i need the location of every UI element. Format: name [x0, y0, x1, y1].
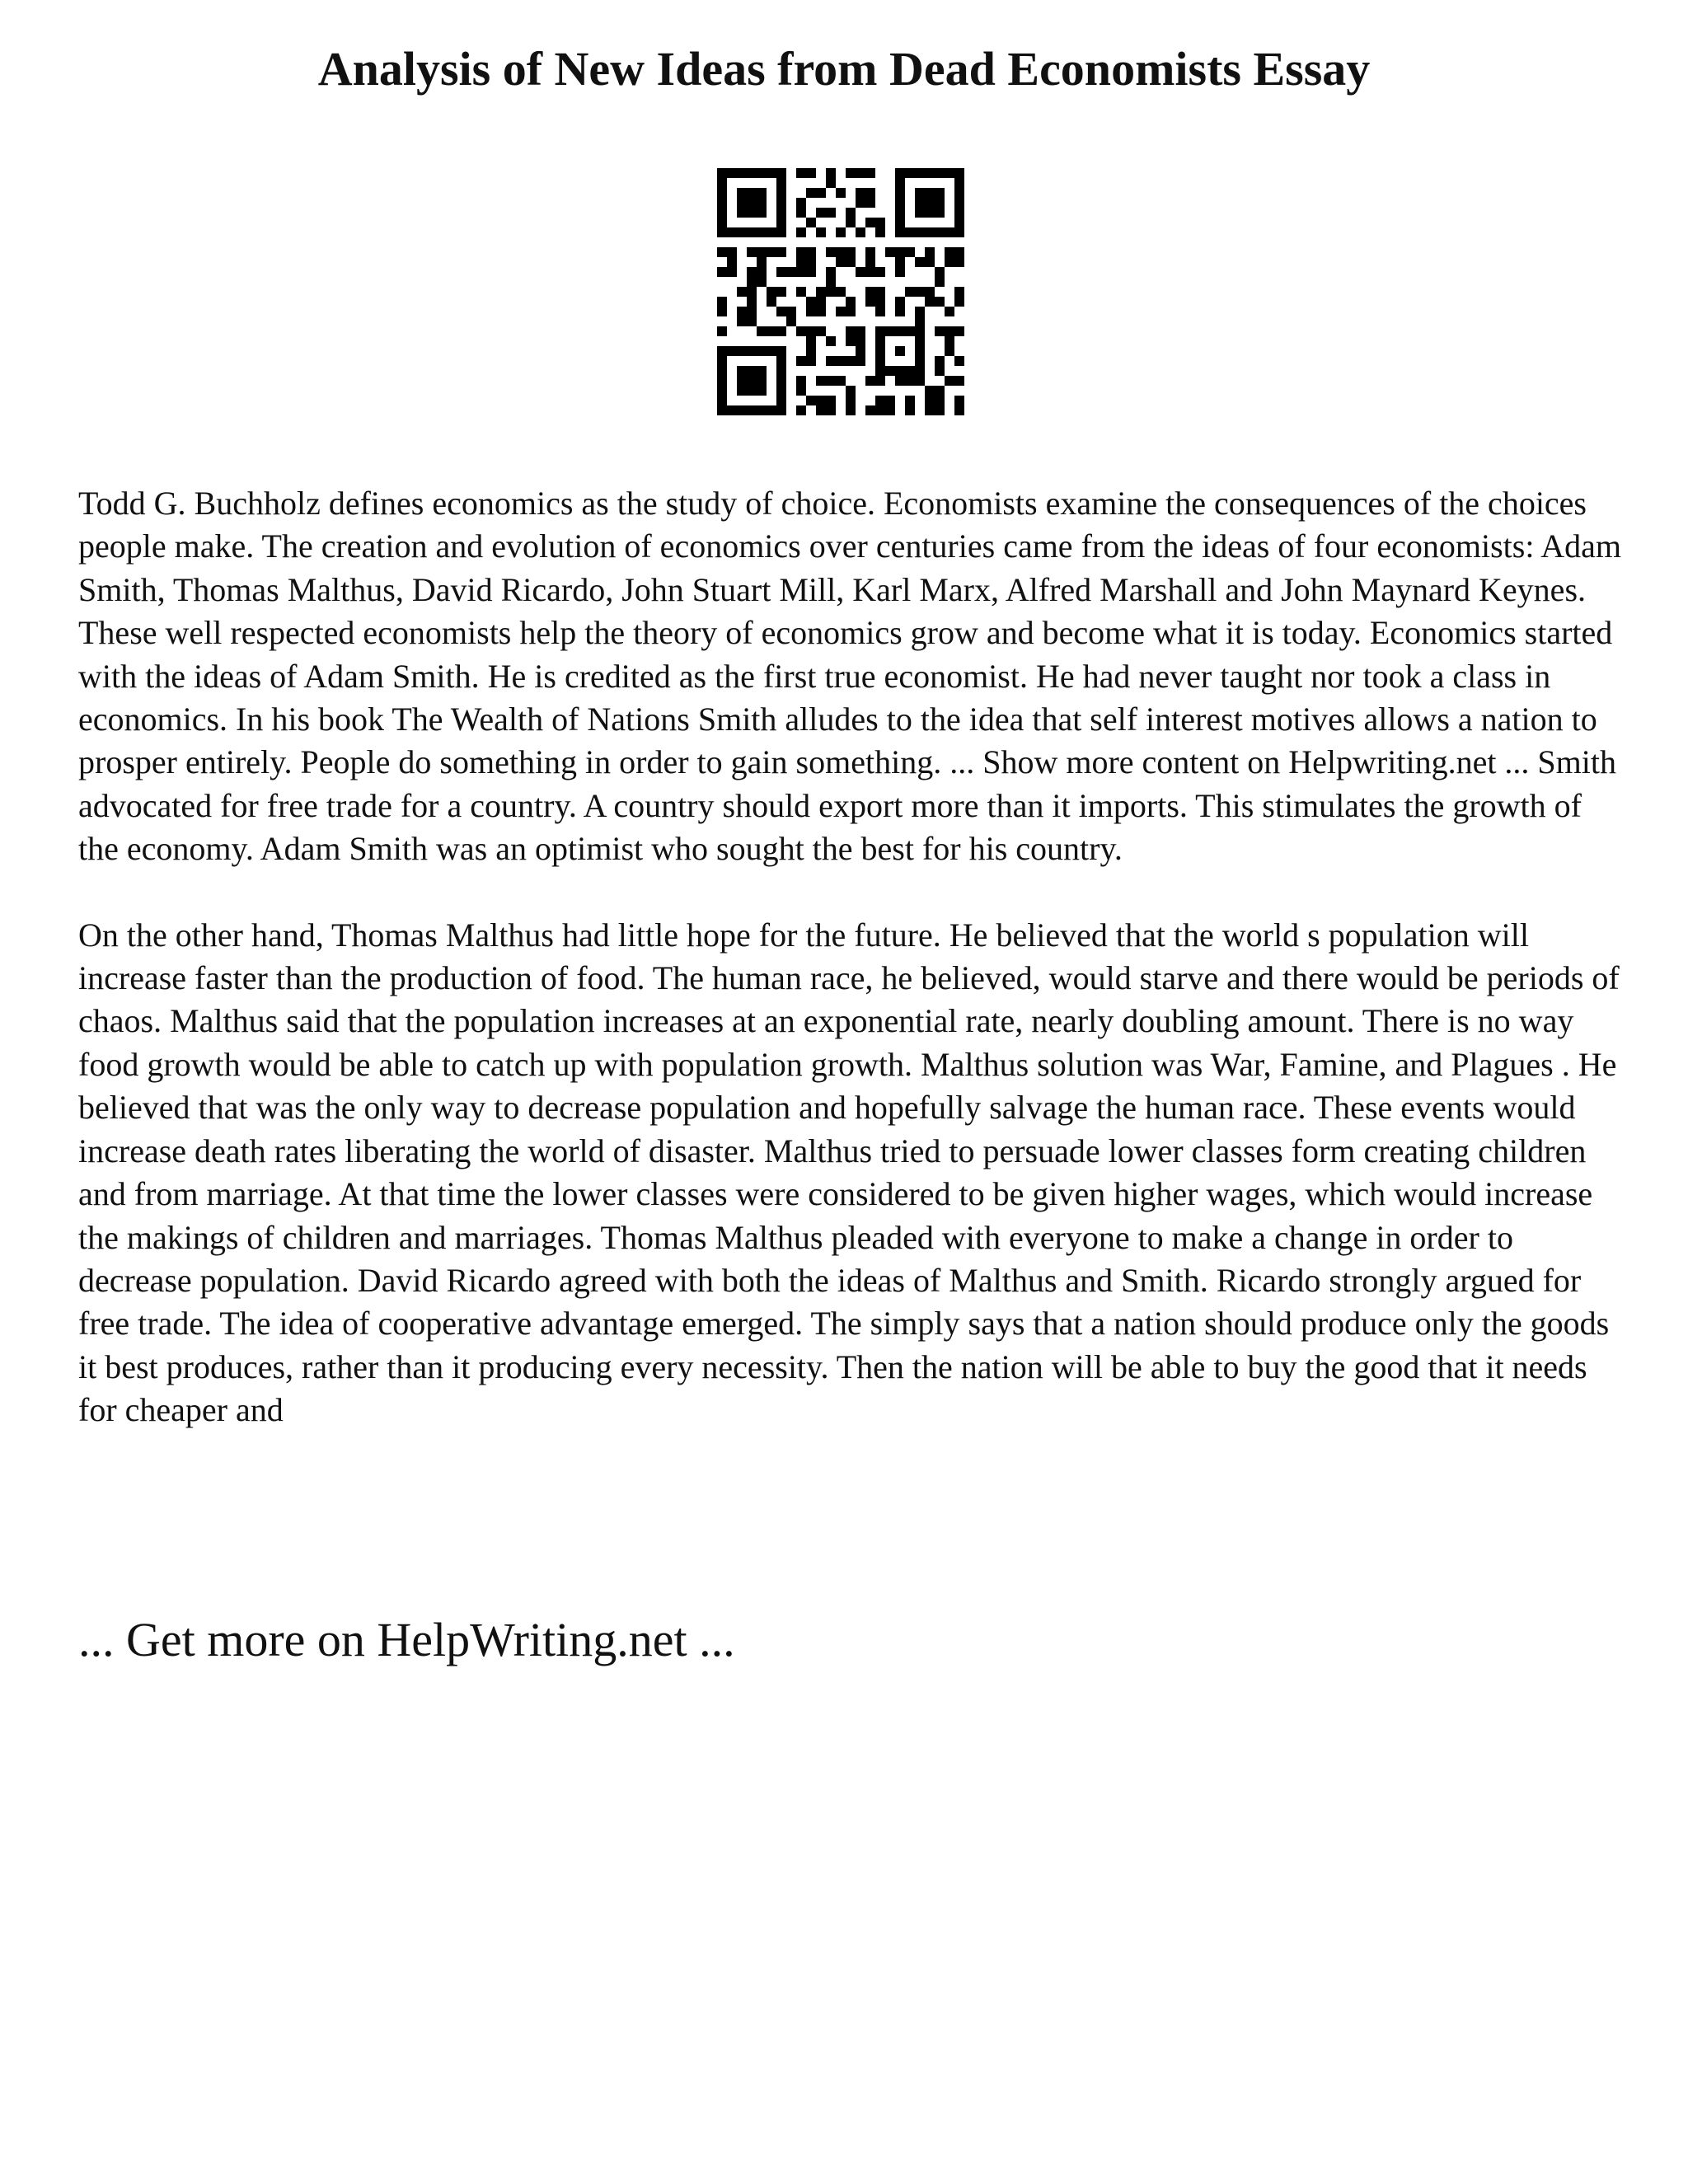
qr-code [717, 168, 964, 415]
essay-body [78, 482, 1628, 1432]
paragraph-2: On the other hand, Thomas Malthus had little hope for the future. He believed that the world s population will increase faster than the production of food. The human race, he believed, would starve and there would be periods of chaos. Malthus said that the population increases at an exponential rate, nearly doubling amount. There is no way food growth would be able to catch up with population growth. Malthus solution was War, Famine, and Plagues . He believed that was the only way to decrease population and hopefully salvage the human race. These events would increase death rates liberating the world of disaster. Malthus tried to persuade lower classes form creating children and from marriage. At that time the lower classes were considered to be given higher wages, which would increase the makings of children and marriages. Thomas Malthus pleaded with everyone to make a change in order to decrease population. David Ricardo agreed with both the ideas of Malthus and Smith. Ricardo strongly argued for free trade. The idea of cooperative advantage emerged. The simply says that a nation should produce only the goods it best produces, rather than it producing every necessity. Then the nation will be able to buy the good that it needs for cheaper and [78, 916, 1620, 1429]
paragraph-1: Todd G. Buchholz defines economics as the study of choice. Economists examine the consequences of the choices people make. The creation and evolution of economics over centuries came from the ideas of four economists: Adam Smith, Thomas Malthus, David Ricardo, John Stuart Mill, Karl Marx, Alfred Marshall and John Maynard Keynes. These well respected economists help the theory of economics grow and become what it is today. Economics started with the ideas of Adam Smith. He is credited as the first true economist. He had never taught nor took a class in economics. In his book The Wealth of Nations Smith alludes to the idea that self interest motives allows a nation to prosper entirely. People do something in order to gain something. ... Show more content on Helpwriting.net ... Smith advocated for free trade for a country. A country should export more than it imports. This stimulates the growth of the economy. Adam Smith was an optimist who sought the best for his country. [78, 485, 1621, 868]
document-title: Analysis of New Ideas from Dead Economists Essay [317, 42, 1371, 96]
qr-code-icon [717, 168, 964, 415]
get-more-link[interactable]: ... Get more on HelpWriting.net ... [78, 1613, 735, 1666]
